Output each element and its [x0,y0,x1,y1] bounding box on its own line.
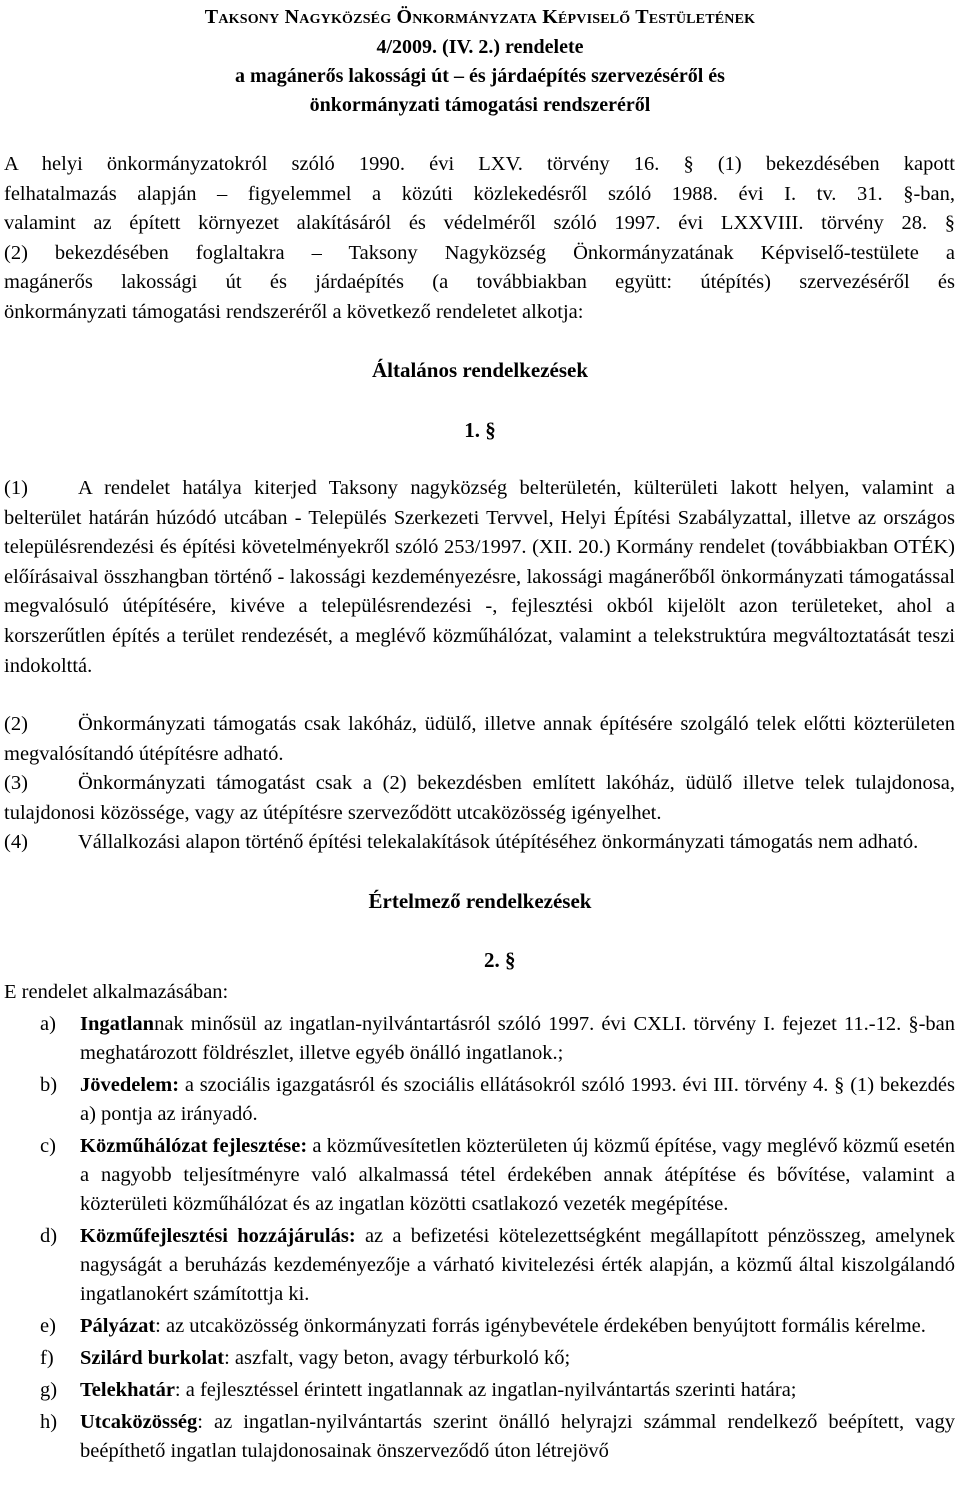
definition-item: b) Jövedelem: a szociális igazgatásról és szociális ellátásokról szóló 1993. évi III. törvény 4. § (1) bekezdés a) pontja az irányadó. [40,1074,955,1125]
doc-title-line2: 4/2009. (IV. 2.) rendelete [376,36,584,58]
preamble-line: magánerős lakossági út és járdaépítés (a továbbiakban együtt: útépítés) szervezéséről és [4,271,955,293]
paragraph-number: (3) [4,772,28,794]
paragraph-1-2: (2) Önkormányzati támogatás csak lakóház, üdülő, illetve annak építésére szolgáló telek előtti közterületen megvalósítandó útépítésre adható. [4,710,955,769]
doc-title-line1: Taksony Nagyközség Önkormányzata Képviselő Testületének [204,6,756,28]
definitions-intro: E rendelet alkalmazásában: [4,981,229,1003]
doc-title-line4: önkormányzati támogatási rendszeréről [309,94,651,116]
definition-item: c) Közműhálózat fejlesztése: a közművesítetlen közterületen új közmű építése, vagy meglévő közmű esetén a nagyobb teljesítményre való alkalmassá tétel érdekében annak átépítése és bővítése, valamint a közterületi közműhálózat és az ingatlan közötti csatlakozó vezeték megépítése. [40,1135,955,1215]
definition-item: h) Utcaközösség: az ingatlan-nyilvántartás szerint önálló helyrajzi számmal rendelkező beépített, vagy beépíthető ingatlan tulajdonosainak önszerveződő úton létrejövő [40,1411,955,1462]
preamble-line: (2) bekezdésében foglaltakra – Taksony Nagyközség Önkormányzatának Képviselő-testülete a [4,242,955,264]
definition-item: f) Szilárd burkolat: aszfalt, vagy beton, avagy térburkoló kő; [40,1347,571,1369]
paragraph-number: (4) [4,831,28,853]
paragraph-number: (2) [4,713,28,735]
paragraph-1-4: (4) Vállalkozási alapon történő építési telekalakítások útépítéséhez önkormányzati támogatás nem adható. [4,828,955,858]
paragraph-number: (1) [4,477,28,499]
section-number-2: 2. § [484,948,516,972]
section-number-1: 1. § [464,418,496,442]
section-heading-definitions: Értelmező rendelkezések [368,889,592,913]
paragraph-1-1: (1) A rendelet hatálya kiterjed Taksony nagyközség belterületén, külterületi lakott helyen, valamint a belterület határán húzódó utcában - Település Szerkezeti Tervvel, Helyi Építési Szabályzattal, illetve az országos településrendezési és építési követelményekről szóló 253/1997. (XII. 20.) Kormány rendelet (továbbiakban OTÉK) előírásaival összhangban történő - lakossági kezdeményezésre, lakossági magánerőből önkormányzati támogatással megvalósuló útépítésére, kivéve a településrendezési -, fejlesztési okból kijelölt azon területeket, ahol a korszerűtlen építés a terület rendezését, a meglévő közműhálózat, valamint a telekstruktúra megváltoztatását teszi indokolttá. [4,474,955,681]
definitions-list [4,1010,955,1469]
definition-item: g) Telekhatár: a fejlesztéssel érintett ingatlannak az ingatlan-nyilvántartás szerinti határa; [40,1379,797,1401]
definition-item: d) Közműfejlesztési hozzájárulás: az a befizetési kötelezettségként megállapított pénzösszeg, amelynek nagyságát a beruházás kezdeményezője a várható kivitelezési érték alapján, a közmű által kiszolgálandó ingatlanokért számítottja ki. [40,1225,955,1305]
section-heading-general: Általános rendelkezések [371,358,589,382]
preamble-line: valamint az épített környezet alakításáról és védelméről szóló 1997. évi LXXVIII. törvény 28. § [4,212,955,234]
doc-title-line3: a magánerős lakossági út – és járdaépítés szervezéséről és [235,65,725,87]
preamble-line: önkormányzati támogatási rendszeréről a következő rendeletet alkotja: [4,301,584,323]
definition-item: e) Pályázat: az utcaközösség önkormányzati forrás igénybevétele érdekében benyújtott formális kérelme. [40,1315,926,1337]
preamble-line: felhatalmazás alapján – figyelemmel a közúti közlekedésről szóló 1988. évi I. tv. 31. §-ban, [4,183,955,205]
paragraph-1-3: (3) Önkormányzati támogatást csak a (2) bekezdésben említett lakóház, üdülő illetve telek tulajdonosa, tulajdonosi közössége, vagy az útépítésre szerveződött utcaközösség igényelhet. [4,769,955,828]
preamble-line: A helyi önkormányzatokról szóló 1990. évi LXV. törvény 16. § (1) bekezdésében kapott [4,153,955,175]
definition-item: a) Ingatlannak minősül az ingatlan-nyilvántartásról szóló 1997. évi CXLI. törvény I. fejezet 11.-12. §-ban meghatározott földrészlet, illetve egyéb önálló ingatlanok.; [40,1013,955,1064]
